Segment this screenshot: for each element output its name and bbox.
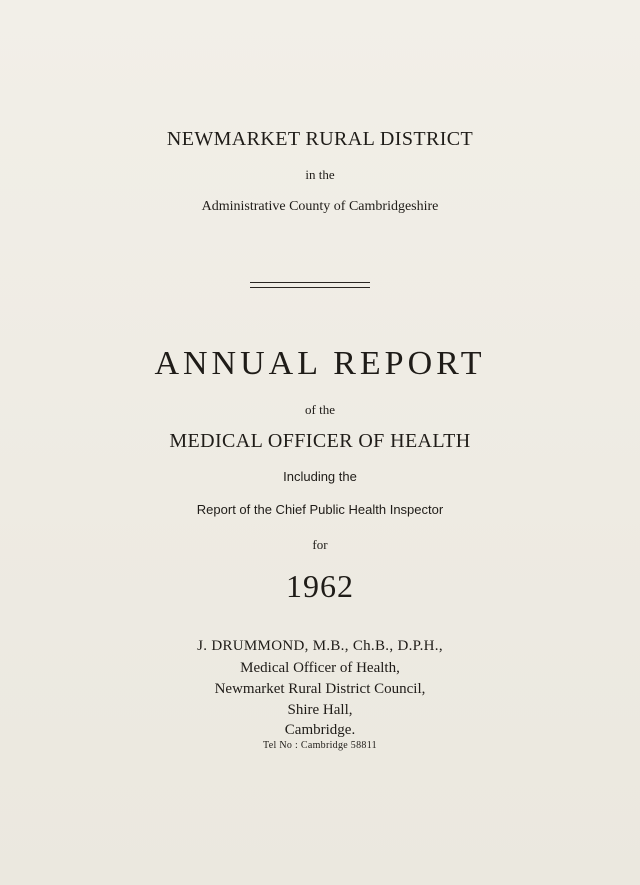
including-text: Including the xyxy=(283,469,357,484)
officer-name: J. DRUMMOND, M.B., Ch.B., D.P.H., xyxy=(197,638,443,654)
double-rule-divider xyxy=(250,282,370,288)
telephone-number: Tel No : Cambridge 58811 xyxy=(263,740,377,751)
report-title: ANNUAL REPORT xyxy=(154,345,486,382)
for-text: for xyxy=(312,537,328,552)
officer-role: Medical Officer of Health, xyxy=(240,660,400,676)
district-title: NEWMARKET RURAL DISTRICT xyxy=(166,128,474,150)
report-year: 1962 xyxy=(286,568,354,604)
in-the-text: in the xyxy=(305,167,335,182)
of-the-text: of the xyxy=(305,402,335,417)
secondary-report-text: Report of the Chief Public Health Inspector xyxy=(196,502,444,517)
address-line-1: Shire Hall, xyxy=(287,702,353,718)
medical-officer-heading: MEDICAL OFFICER OF HEALTH xyxy=(169,430,471,452)
council-name: Newmarket Rural District Council, xyxy=(214,681,426,697)
county-text: Administrative County of Cambridgeshire xyxy=(201,199,439,214)
address-line-2: Cambridge. xyxy=(284,722,356,738)
